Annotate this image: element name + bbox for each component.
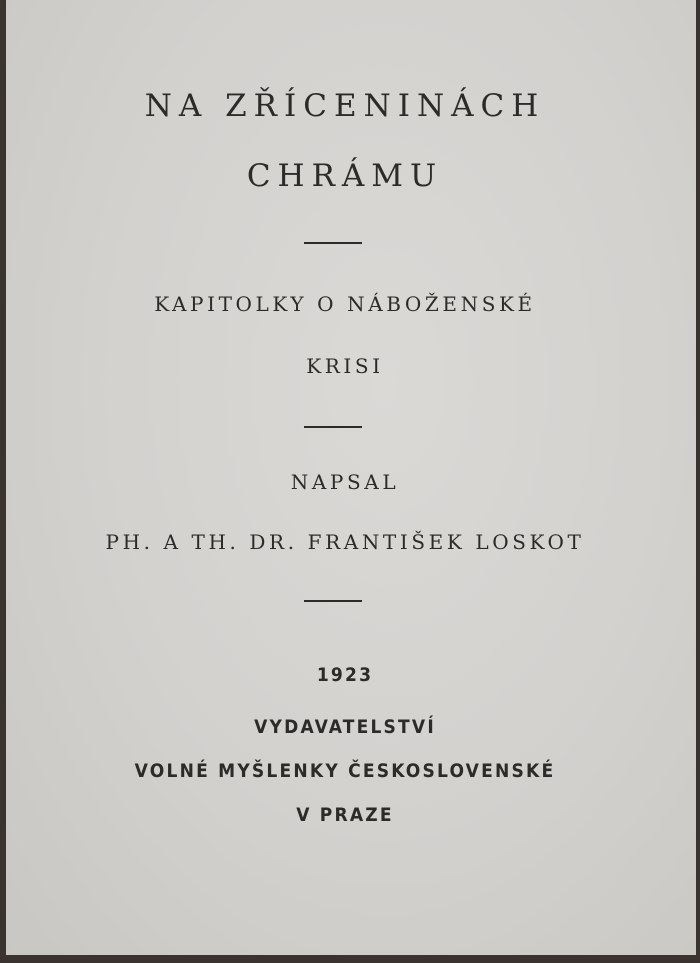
divider-rule-1 bbox=[304, 242, 362, 244]
subtitle-line-2: KRISI bbox=[306, 354, 384, 378]
author-label: NAPSAL bbox=[290, 470, 400, 494]
subtitle-line-1: KAPITOLKY O NÁBOŽENSKÉ bbox=[154, 292, 536, 316]
title-line-2: CHRÁMU bbox=[246, 158, 444, 194]
title-line-1: NA ZŘÍCENINÁCH bbox=[144, 88, 546, 124]
divider-rule-3 bbox=[304, 600, 362, 602]
title-page bbox=[6, 0, 696, 955]
publication-year: 1923 bbox=[316, 664, 374, 686]
publisher-line-2: VOLNÉ MYŠLENKY ČESKOSLOVENSKÉ bbox=[134, 760, 556, 782]
publication-place: V PRAZE bbox=[296, 804, 394, 826]
author-name: PH. A TH. DR. FRANTIŠEK LOSKOT bbox=[105, 530, 585, 554]
publisher-line-1: VYDAVATELSTVÍ bbox=[254, 716, 436, 738]
divider-rule-2 bbox=[304, 426, 362, 428]
